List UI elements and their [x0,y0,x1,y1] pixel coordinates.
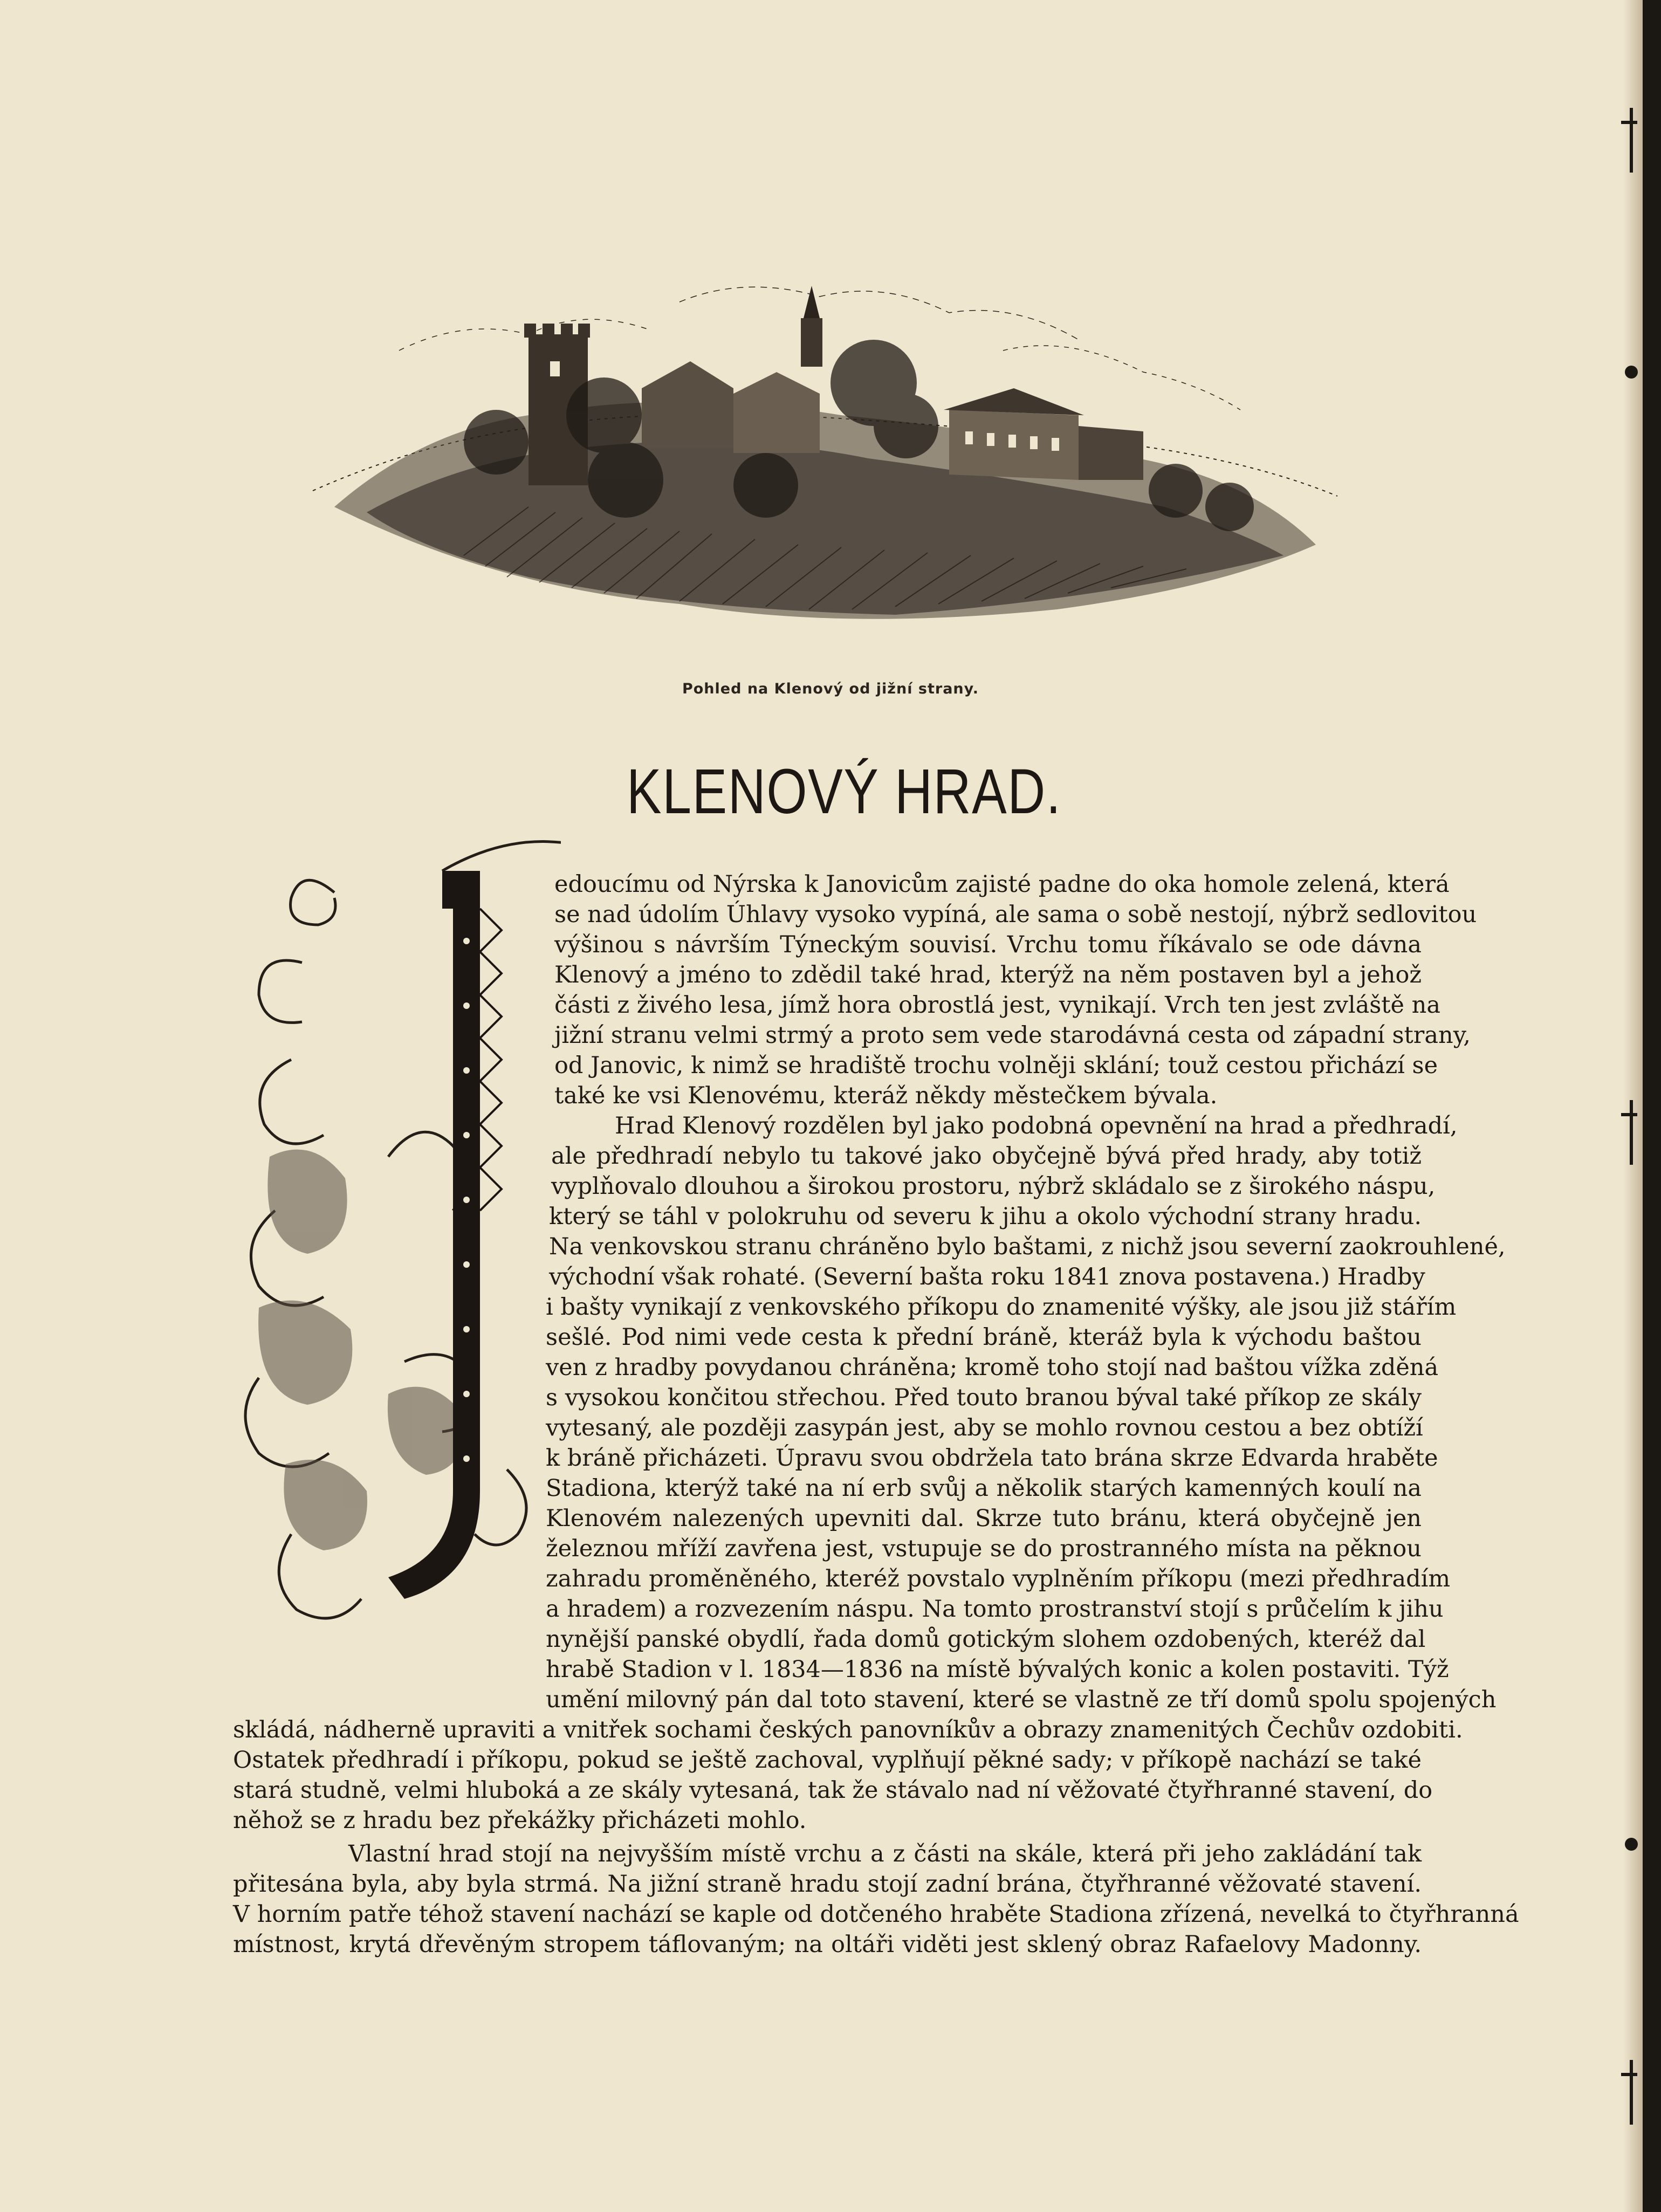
text-line: něhož se z hradu bez překážky přicházeti mohlo. [233,1807,807,1834]
text-line: jižní stranu velmi strmý a proto sem vede starodávná cesta od západní strany, [554,1022,1471,1049]
text-line: V horním patře téhož stavení nachází se kaple od dotčeného hraběte Stadiona zřízená, nevelká to čtyřhranná [233,1901,1519,1928]
text-line: od Janovic, k nimž se hradiště trochu volněji sklání; touž cestou přichází se [554,1052,1438,1079]
text-line: zahradu proměněného, kteréž povstalo vyplněním příkopu (mezi předhradím [546,1565,1451,1592]
text-line: vyplňovalo dlouhou a širokou prostoru, nýbrž skládalo se z širokého náspu, [551,1173,1436,1200]
text-line: také ke vsi Klenovému, kteráž někdy městečkem bývala. [554,1082,1218,1109]
text-line: Ostatek předhradí i příkopu, pokud se ještě zachoval, vyplňují pěkné sady; v příkopě nachází se také [233,1747,1422,1774]
castle-engraving [302,253,1348,685]
text-line: a hradem) a rozvezením náspu. Na tomto prostranství stojí s průčelím k jihu [546,1596,1444,1623]
text-line: který se táhl v polokruhu od severu k jihu a okolo východní strany hradu. [549,1203,1422,1230]
chapter-title: KLENOVÝ HRAD. [627,756,1062,827]
text-line: i bašty vynikají z venkovského příkopu do znamenité výšky, ale jsou již stářím [546,1294,1457,1321]
text-line: Vlastní hrad stojí na nejvyšším místě vrchu a z části na skále, která při jeho zakládání tak [348,1840,1422,1867]
ornamental-initial-j [226,833,561,1685]
text-line: železnou mříží zavřena jest, vstupuje se do prostranného místa na pěknou [546,1535,1422,1562]
text-line: Stadiona, kterýž také na ní erb svůj a několik starých kamenných koulí na [546,1475,1422,1502]
text-line: Hrad Klenový rozdělen byl jako podobná opevnění na hrad a předhradí, [615,1112,1458,1139]
text-line: místnost, krytá dřevěným stropem táflovaným; na oltáři viděti jest sklený obraz Rafaelovy Madonny. [233,1931,1422,1958]
text-line: výšinou s návrším Týneckým souvisí. Vrchu tomu říkávalo se ode dávna [554,931,1422,958]
text-line: hrabě Stadion v l. 1834—1836 na místě bývalých konic a kolen postaviti. Týž [546,1656,1449,1683]
text-line: ven z hradby povydanou chráněna; kromě toho stojí nad baštou vížka zděná [546,1354,1439,1381]
text-line: části z živého lesa, jímž hora obrostlá jest, vynikají. Vrch ten jest zvláště na [554,992,1441,1019]
binding-marks [1617,0,1638,2212]
text-line: vytesaný, ale později zasypán jest, aby se mohlo rovnou cestou a bez obtíží [546,1414,1423,1441]
figure-caption: Pohled na Klenový od jižní strany. [682,681,979,697]
text-line: Na venkovskou stranu chráněno bylo baštami, z nichž jsou severní zaokrouhlené, [549,1233,1506,1260]
text-line: skládá, nádherně upraviti a vnitřek sochami českých panovníkův a obrazy znamenitých Čechův ozdobiti. [233,1716,1463,1743]
text-line: edoucímu od Nýrska k Janovicům zajisté padne do oka homole zelená, která [554,871,1450,898]
text-line: umění milovný pán dal toto stavení, které se vlastně ze tří domů spolu spojených [546,1686,1497,1713]
text-line: ale předhradí nebylo tu takové jako obyčejně bývá před hrady, aby totiž [551,1143,1422,1170]
text-line: Klenový a jméno to zdědil také hrad, kterýž na něm postaven byl a jehož [554,961,1422,988]
text-line: přitesána byla, aby byla strmá. Na jižní straně hradu stojí zadní brána, čtyřhranné věžovaté stavení. [233,1871,1422,1898]
text-line: se nad údolím Úhlavy vysoko vypíná, ale sama o sobě nestojí, nýbrž sedlovitou [554,901,1477,928]
text-line: stará studně, velmi hluboká a ze skály vytesaná, tak že stávalo nad ní věžovaté čtyřhranné stavení, do [233,1777,1433,1804]
text-line: Klenovém nalezených upevniti dal. Skrze tuto bránu, která obyčejně jen [546,1505,1422,1532]
page-edge [1643,0,1661,2212]
text-line: s vysokou končitou střechou. Před touto branou býval také příkop ze skály [546,1384,1422,1411]
text-line: sešlé. Pod nimi vede cesta k přední bráně, kteráž byla k východu baštou [546,1324,1422,1351]
text-line: nynější panské obydlí, řada domů gotickým slohem ozdobených, kteréž dal [546,1626,1426,1653]
text-line: k bráně přicházeti. Úpravu svou obdržela tato brána skrze Edvarda hraběte [546,1445,1438,1472]
text-line: východní však rohaté. (Severní bašta roku 1841 znova postavena.) Hradby [549,1263,1425,1290]
